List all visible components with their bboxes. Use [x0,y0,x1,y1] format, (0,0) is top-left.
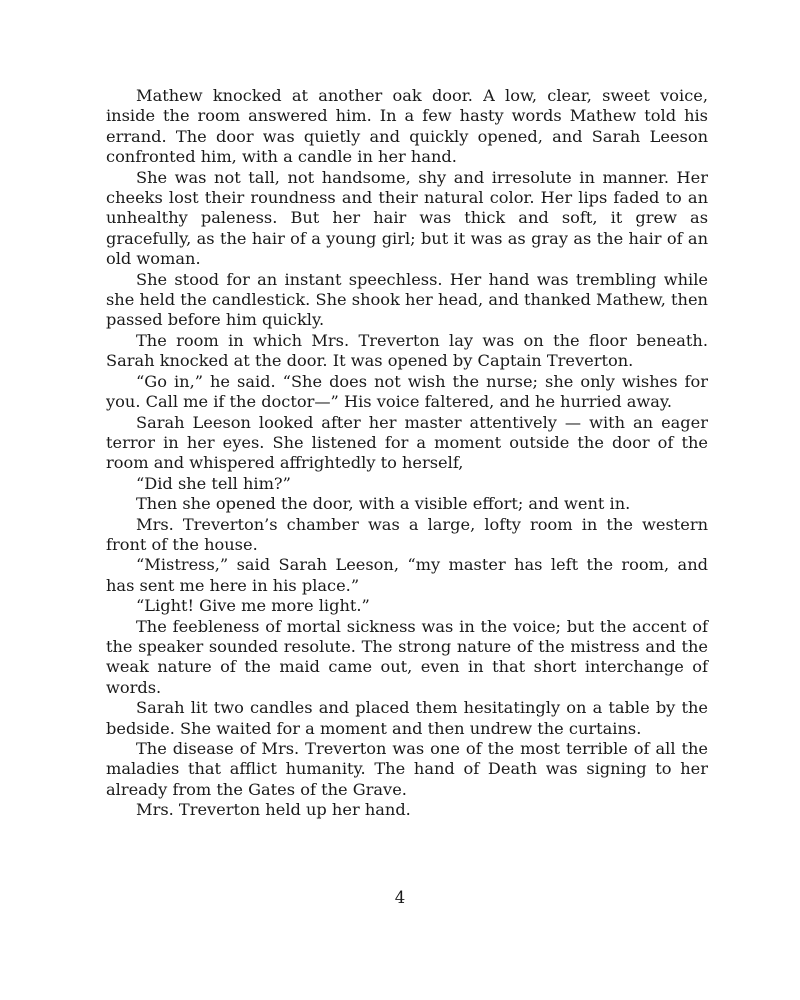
paragraph: “Mistress,” said Sarah Leeson, “my master has left the room, and has sent me here in his place.” [106,555,708,595]
paragraph: Sarah Leeson looked after her master attentively — with an eager terror in her eyes. She listened for a moment outside the door of the room and whispered affrightedly to herself, [106,412,708,473]
paragraph: “Did she tell him?” [136,473,291,493]
paragraph: She stood for an instant speechless. Her hand was trembling while she held the candlestick. She shook her head, and thanked Mathew, then passed before him quickly. [106,269,708,330]
paragraph: She was not tall, not handsome, shy and irresolute in manner. Her cheeks lost their roundness and their natural color. Her lips faded to an unhealthy paleness. But her hair was thick and soft, it grew as gracefully, as the hair of a young girl; but it was as gray as the hair of an old woman. [106,167,708,269]
page-body [106,86,708,821]
paragraph: The room in which Mrs. Treverton lay was on the floor beneath. Sarah knocked at the door. It was opened by Captain Treverton. [106,330,708,371]
paragraph: The disease of Mrs. Treverton was one of the most terrible of all the maladies that afflict humanity. The hand of Death was signing to her already from the Gates of the Grave. [106,739,708,799]
paragraph: Then she opened the door, with a visible effort; and went in. [136,494,631,514]
page-number: 4 [394,888,406,907]
paragraph: Sarah lit two candles and placed them hesitatingly on a table by the bedside. She waited for a moment and then undrew the curtains. [106,698,708,738]
paragraph: “Light! Give me more light.” [136,596,370,616]
paragraph: Mrs. Treverton held up her hand. [136,800,411,820]
paragraph: “Go in,” he said. “She does not wish the nurse; she only wishes for you. Call me if the doctor—” His voice faltered, and he hurried away. [106,371,708,412]
paragraph: Mrs. Treverton’s chamber was a large, lofty room in the western front of the house. [106,514,708,554]
paragraph: Mathew knocked at another oak door. A low, clear, sweet voice, inside the room answered him. In a few hasty words Mathew told his errand. The door was quietly and quickly opened, and Sarah Leeson confronted him, with a candle in her hand. [106,86,708,167]
paragraph: The feebleness of mortal sickness was in the voice; but the accent of the speaker sounded resolute. The strong nature of the mistress and the weak nature of the maid came out, even in that short interchange of words. [106,616,708,697]
